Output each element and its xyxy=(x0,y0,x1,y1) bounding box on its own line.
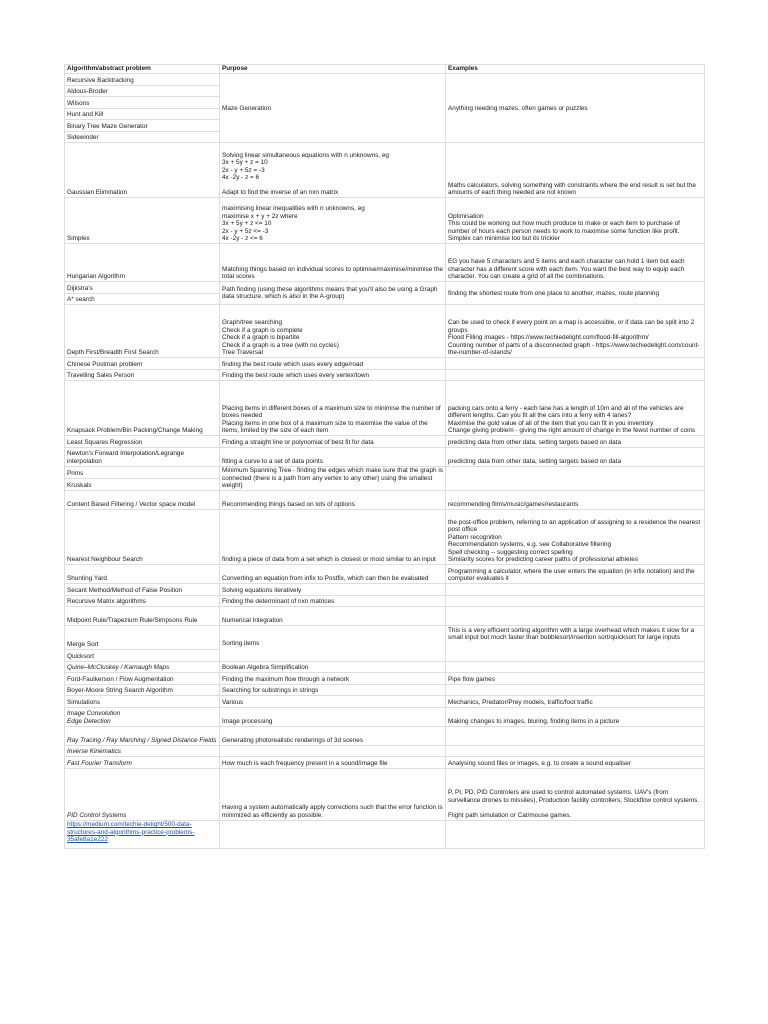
algorithm-cell: Least Squares Regression xyxy=(65,436,220,448)
table-row xyxy=(65,673,705,685)
examples-cell: Maths calculators, solving something with constraints where the end result is set but the amounts of each thing needed are not known xyxy=(446,143,705,198)
table-row xyxy=(65,381,705,436)
algorithm-cell: Wilsons xyxy=(65,97,220,109)
purpose-cell: Generating photorealistic renderings of 3d scenes xyxy=(220,726,446,745)
table-row xyxy=(65,447,705,466)
examples-cell: P, PI, PD, PID Controlers are used to control automated systems. UAV's (from survellance drones to missiles), Production facility controllers, Stockflow control systems. Flight path simulation or Cat/mouse games. xyxy=(446,768,705,820)
purpose-cell: fitting a curve to a set of data points xyxy=(220,447,446,466)
purpose-cell: Finding the maximum flow through a network xyxy=(220,673,446,685)
algorithm-cell: Content Based Filtering / Vector space model xyxy=(65,491,220,510)
examples-cell xyxy=(446,661,705,673)
algorithm-cell: Fast Fourier Transform xyxy=(65,757,220,769)
algorithm-cell: Recursive Backtracking xyxy=(65,74,220,86)
purpose-cell: Various xyxy=(220,696,446,708)
algorithm-cell: Shunting Yard xyxy=(65,565,220,584)
examples-cell: Can be used to check if every point on a map is accessible, or if data can be split into 2 groups Flood Filling images - https://www.techiedelight.com/flood-fill-algorithm/ Counting number of parts of a disconnected graph - https://www.techiedelight.com/count-the-number-of-islands/ xyxy=(446,305,705,358)
examples-cell: predicting data from other data, setting targets based on data xyxy=(446,436,705,448)
table-row xyxy=(65,305,705,358)
algorithm-cell: Sidewinder xyxy=(65,131,220,143)
table-row xyxy=(65,74,705,86)
table-row xyxy=(65,491,705,510)
algorithm-cell: Chinese Postman problem xyxy=(65,358,220,370)
algorithm-cell: Secant Method/Method of False Position xyxy=(65,584,220,596)
purpose-cell: Minimum Spanning Tree - finding the edges which make sure that the graph is connected (there is a path from any vertex to any other) using the smallest weight) xyxy=(220,466,446,490)
algorithm-cell: Simplex xyxy=(65,198,220,244)
purpose-cell: Searching for substrings in strings xyxy=(220,684,446,696)
table-row xyxy=(65,282,705,294)
table-row xyxy=(65,565,705,584)
algorithm-cell: Quicksort xyxy=(65,650,220,662)
purpose-cell: Image processing xyxy=(220,707,446,726)
examples-cell: Programming a calculator, where the user enters the equation (in infix notation) and the computer evaluates it xyxy=(446,565,705,584)
algorithm-cell: Image Convolution Edge Detection xyxy=(65,707,220,726)
algorithm-cell: Quine–McCluskey / Karnaugh Maps xyxy=(65,661,220,673)
header-algorithm: Algorithm/abstract problem xyxy=(65,65,220,74)
table-row xyxy=(65,369,705,381)
purpose-cell: Maze Generation xyxy=(220,74,446,143)
table-row xyxy=(65,436,705,448)
examples-cell xyxy=(446,607,705,626)
examples-cell: packing cars onto a ferry - each lane has a length of 10m and all of the vehicles are different lengths. Can you fit all the cars into a ferry with 4 lanes? Maximise the gold value of all of the item that you can fit in you inventory Change giving problem - giving the right amount of change in the fewst number of coins xyxy=(446,381,705,436)
table-row xyxy=(65,707,705,726)
table-row xyxy=(65,198,705,244)
examples-cell: EG you have 5 characters and 5 items and each character can hold 1 item but each character has a different score with each item. You want the best way to equip each character. You can create a grid of all the combinations. xyxy=(446,244,705,282)
reference-link[interactable]: https://medium.com/techie-delight/500-data-structures-and-algorithms-practice-problems-35afe8a1e222 xyxy=(65,820,220,848)
table-row xyxy=(65,466,705,478)
algorithms-table xyxy=(64,64,705,849)
algorithm-cell: Ray Tracing / Ray Marching / Signed Distance Fields xyxy=(65,726,220,745)
algorithm-cell: Newton's Forward Interpolation/Legrange interpolation xyxy=(65,447,220,466)
algorithm-cell: PID Control Systems xyxy=(65,768,220,820)
algorithm-cell: Hunt and Kill xyxy=(65,108,220,120)
examples-cell xyxy=(446,466,705,490)
algorithm-cell: Gaussian Elimination xyxy=(65,143,220,198)
table-row xyxy=(65,358,705,370)
purpose-cell: Finding the determinant of nxn matrices xyxy=(220,595,446,607)
header-examples: Examples xyxy=(446,65,705,74)
examples-cell xyxy=(446,595,705,607)
table-row xyxy=(65,726,705,745)
algorithm-cell: Prims xyxy=(65,466,220,478)
purpose-cell: Finding a straight line or polynomial of best fit for data xyxy=(220,436,446,448)
examples-cell: finding the shortest route from one place to another, mazes, route planning xyxy=(446,282,705,305)
examples-cell xyxy=(446,726,705,745)
examples-cell: predicting data from other data, setting targets based on data xyxy=(446,447,705,466)
examples-cell xyxy=(446,745,705,757)
purpose-cell: Recommending things based on lots of options xyxy=(220,491,446,510)
examples-cell: recommending films/music/games/restaurants xyxy=(446,491,705,510)
algorithm-cell: Depth First/Breadth First Search xyxy=(65,305,220,358)
algorithm-cell: Aldous-Broder xyxy=(65,85,220,97)
purpose-cell: maximising linear inequalities with n unknowns, eg maximise x + y + 2z where 3x + 5y + z <= 10 2x - y + 5z <= -3 4x -2y - z <= 6 xyxy=(220,198,446,244)
algorithm-cell: A* search xyxy=(65,293,220,305)
purpose-cell: Path finding (using these algorithms means that you'll also be using a Graph data structure, which is also in the A-group) xyxy=(220,282,446,305)
algorithm-cell: Nearest Neighbour Search xyxy=(65,510,220,565)
table-row xyxy=(65,696,705,708)
purpose-cell: Matching things based on individual scores to optimise/maximise/minimise the total scores xyxy=(220,244,446,282)
table-row xyxy=(65,745,705,757)
purpose-cell: Sorting items xyxy=(220,626,446,662)
examples-cell: Making changes to images, bluring, finding items in a picture xyxy=(446,707,705,726)
table-row xyxy=(65,584,705,596)
purpose-cell xyxy=(220,745,446,757)
examples-cell: Mechanics, Predator/Prey models, traffic/foot traffic xyxy=(446,696,705,708)
examples-cell xyxy=(446,369,705,381)
purpose-cell: Boolean Algebra Simplification xyxy=(220,661,446,673)
purpose-cell: Solving equations iteratively xyxy=(220,584,446,596)
header-purpose: Purpose xyxy=(220,65,446,74)
algorithm-cell: Binary Tree Maze Generator xyxy=(65,120,220,132)
algorithm-cell: Simulations xyxy=(65,696,220,708)
table-row xyxy=(65,661,705,673)
algorithm-cell: Merge Sort xyxy=(65,626,220,650)
examples-cell xyxy=(446,820,705,848)
purpose-cell: finding a piece of data from a set which is closest or most similar to an input xyxy=(220,510,446,565)
algorithm-cell: Hungarian Algorithm xyxy=(65,244,220,282)
purpose-cell: Having a system automatically apply corrections such that the error function is minimized as efficiently as possible. xyxy=(220,768,446,820)
table-row xyxy=(65,757,705,769)
algorithm-cell: Ford-Faulkerson / Flow Augmentation xyxy=(65,673,220,685)
table-row xyxy=(65,607,705,626)
algorithm-cell: Travelling Sales Person xyxy=(65,369,220,381)
table-row xyxy=(65,595,705,607)
purpose-cell: Placing items in different boxes of a maximum size to minimise the number of boxes needed Placing items in one box of a maximum size to maximise the value of the items, limited by the size of each item xyxy=(220,381,446,436)
table-row xyxy=(65,768,705,820)
purpose-cell xyxy=(220,820,446,848)
algorithm-cell: Recursive Matrix algorithms xyxy=(65,595,220,607)
table-row xyxy=(65,510,705,565)
table-row xyxy=(65,626,705,650)
purpose-cell: Numerical Integration xyxy=(220,607,446,626)
examples-cell: This is a very efficient sorting algorithm with a large overhead which makes it slow for a small input but much faster than bubblesort/insertion sort/quicksort for large inputs xyxy=(446,626,705,662)
table-row xyxy=(65,143,705,198)
examples-cell: Optimisation This could be working out how much produce to make or each item to purchase of number of hours each person needs to work to maximise some function like profit. Simplex can minimise too but its trickier xyxy=(446,198,705,244)
algorithm-cell: Kruskals xyxy=(65,479,220,491)
header-row xyxy=(65,65,705,74)
purpose-cell: Solving linear simultaneous equations with n unknowns, eg 3x + 5y + z = 10 2x - y + 5z = -3 4x -2y - z = 6 Adapt to find the inverse of an nxn matrix xyxy=(220,143,446,198)
purpose-cell: finding the best route which uses every edge/road xyxy=(220,358,446,370)
examples-cell: Anything needing mazes, often games or puzzles xyxy=(446,74,705,143)
purpose-cell: Converting an equation from infix to Postfix, which can then be evaluated xyxy=(220,565,446,584)
examples-cell xyxy=(446,684,705,696)
purpose-cell: How much is each frequency present in a sound/image file xyxy=(220,757,446,769)
algorithm-cell: Inverse Kinematics xyxy=(65,745,220,757)
algorithm-cell: Dijkstra's xyxy=(65,282,220,294)
algorithm-cell: Boyer-Moore String Search Algorithm xyxy=(65,684,220,696)
table-row xyxy=(65,684,705,696)
examples-cell: Pipe flow games xyxy=(446,673,705,685)
examples-cell xyxy=(446,358,705,370)
algorithm-cell: Midpoint Rule/Trapezium Rule/Simpsons Rule xyxy=(65,607,220,626)
examples-cell xyxy=(446,584,705,596)
purpose-cell: Finding the best route which uses every vertex/town xyxy=(220,369,446,381)
purpose-cell: Graph/tree searching Check if a graph is complete Check if a graph is bipartite Check if a graph is a tree (with no cycles) Tree Traversal xyxy=(220,305,446,358)
examples-cell: Analysing sound files or images, e.g. to create a sound equaliser xyxy=(446,757,705,769)
examples-cell: the post-office problem, referring to an application of assigning to a residence the nearest post office Pattern recognition Recommendation systems, e.g. see Collaborative filtering Spell checking -- suggesting correct spelling Similarity scores for predicting career paths of professional athletes xyxy=(446,510,705,565)
algorithm-cell: Knapsack Problem/Bin Packing/Change Making xyxy=(65,381,220,436)
table-row xyxy=(65,244,705,282)
table-row xyxy=(65,820,705,848)
